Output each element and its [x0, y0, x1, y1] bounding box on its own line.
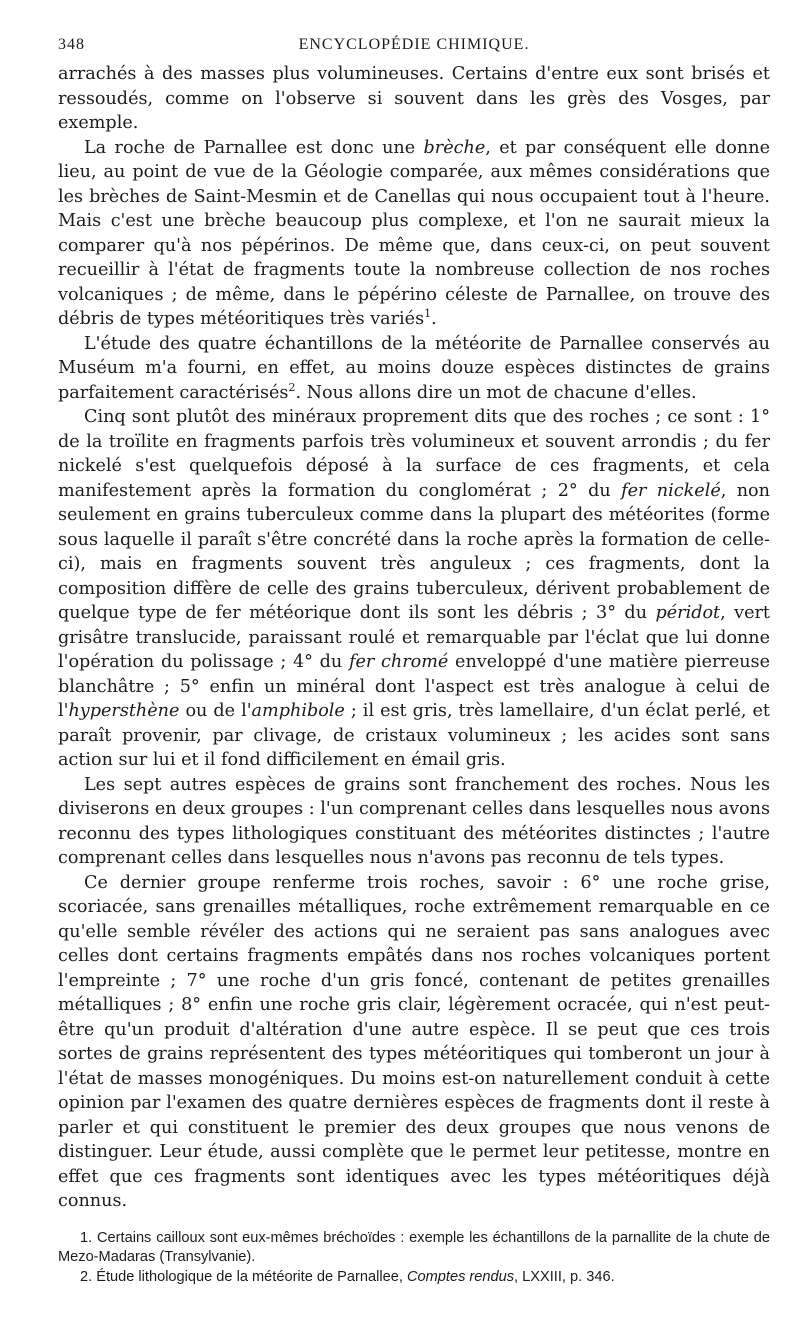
paragraph-5: Les sept autres espèces de grains sont franchement des roches. Nous les diviserons en deux groupes : l'un comprenant celles dans lesquelles nous avons reconnu des types lithologiques constituant des météorites distinctes ; l'autre comprenant celles dans lesquelles nous n'avons pas reconnu de tels types. [58, 774, 770, 868]
paragraph-1: arrachés à des masses plus volumineuses. Certains d'entre eux sont brisés et ressoudés, comme on l'observe si souvent dans les grès des Vosges, par exemple. [58, 64, 770, 133]
page-header [58, 32, 770, 60]
footnote-2: 2. Étude lithologique de la météorite de Parnallee, Comptes rendus, LXXIII, p. 346. [80, 1268, 615, 1285]
paragraph-6: Ce dernier groupe renferme trois roches, savoir : 6° une roche grise, scoriacée, sans grenailles métalliques, roche extrêmement remarquable en ce qu'elle semble révéler des actions qui ne seraient pas sans analogues avec celles dont certains fragments empâtés dans nos roches volcaniques portent l'empreinte ; 7° une roche d'un gris foncé, contenant de petites grenailles métalliques ; 8° enfin une roche gris clair, légèrement ocracée, qui n'est peut-être qu'un produit d'altération d'une autre espèce. Il se peut que ces trois sortes de grains représentent des types météoritiques qui tomberont un jour à l'état de masses monogéniques. Du moins est-on naturellement conduit à cette opinion par l'examen des quatre dernières espèces de fragments dont il reste à parler et qui constituent le premier des deux groupes que nous venons de distinguer. Leur étude, aussi complète que le permet leur petitesse, montre en effet que ces fragments sont identiques avec les types météoritiques déjà connus. [58, 872, 770, 1211]
paragraph-3: L'étude des quatre échantillons de la météorite de Parnallee conservés au Muséum m'a fourni, en effet, au moins douze espèces distinctes de grains parfaitement caractérisés$^2$. Nous allons dire un mot de chacune d'elles. [58, 333, 770, 403]
paragraph-4: Cinq sont plutôt des minéraux proprement dits que des roches ; ce sont : 1° de la troïlite en fragments parfois très volumineux et souvent arrondis ; du fer nickelé s'est quelquefois déposé à la surface de ces fragments, et cela manifestement après la formation du conglomérat ; 2° du fer nickelé, non seulement en grains tuberculeux comme dans la plupart des météorites (forme sous laquelle il paraît s'être concrété dans la roche après la formation de celle-ci), mais en fragments souvent très anguleux ; ces fragments, dont la composition diffère de celle des grains tuberculeux, dérivent probablement de quelque type de fer météorique dont ils sont les débris ; 3° du péridot, vert grisâtre translucide, paraissant roulé et remarquable par l'éclat que lui donne l'opération du polissage ; 4° du fer chromé enveloppé d'une matière pierreuse blanchâtre ; 5° enfin un minéral dont l'aspect est très analogue à celui de l'hypersthène ou de l'amphibole ; il est gris, très lamellaire, d'un éclat perlé, et paraît provenir, par clivage, de cristaux volumineux ; les acides sont sans action sur lui et il fond difficilement en émail gris. [58, 407, 770, 770]
footnote-1: 1. Certains cailloux sont eux-mêmes bréchoïdes : exemple les échantillons de la parnallite de la chute de Mezo-Madaras (Transylvanie). [58, 1229, 770, 1265]
running-head: ENCYCLOPÉDIE CHIMIQUE. [298, 36, 530, 53]
paragraph-2: La roche de Parnallee est donc une brèche, et par conséquent elle donne lieu, au point de vue de la Géologie comparée, aux mêmes considérations que les brèches de Saint-Mesmin et de Canellas qui nous occupaient tout à l'heure. Mais c'est une brèche beaucoup plus complexe, et l'on ne saurait mieux la comparer qu'à nos pépérinos. De même que, dans ceux-ci, on peut souvent recueillir à l'état de fragments toute la nombreuse collection de nos roches volcaniques ; de même, dans le pépérino céleste de Parnallee, on trouve des débris de types météoritiques très variés$^1$. [58, 137, 770, 329]
book-page [58, 32, 770, 1287]
page-number: 348 [58, 36, 85, 53]
body-text [58, 62, 770, 1214]
footnotes [58, 1229, 770, 1288]
